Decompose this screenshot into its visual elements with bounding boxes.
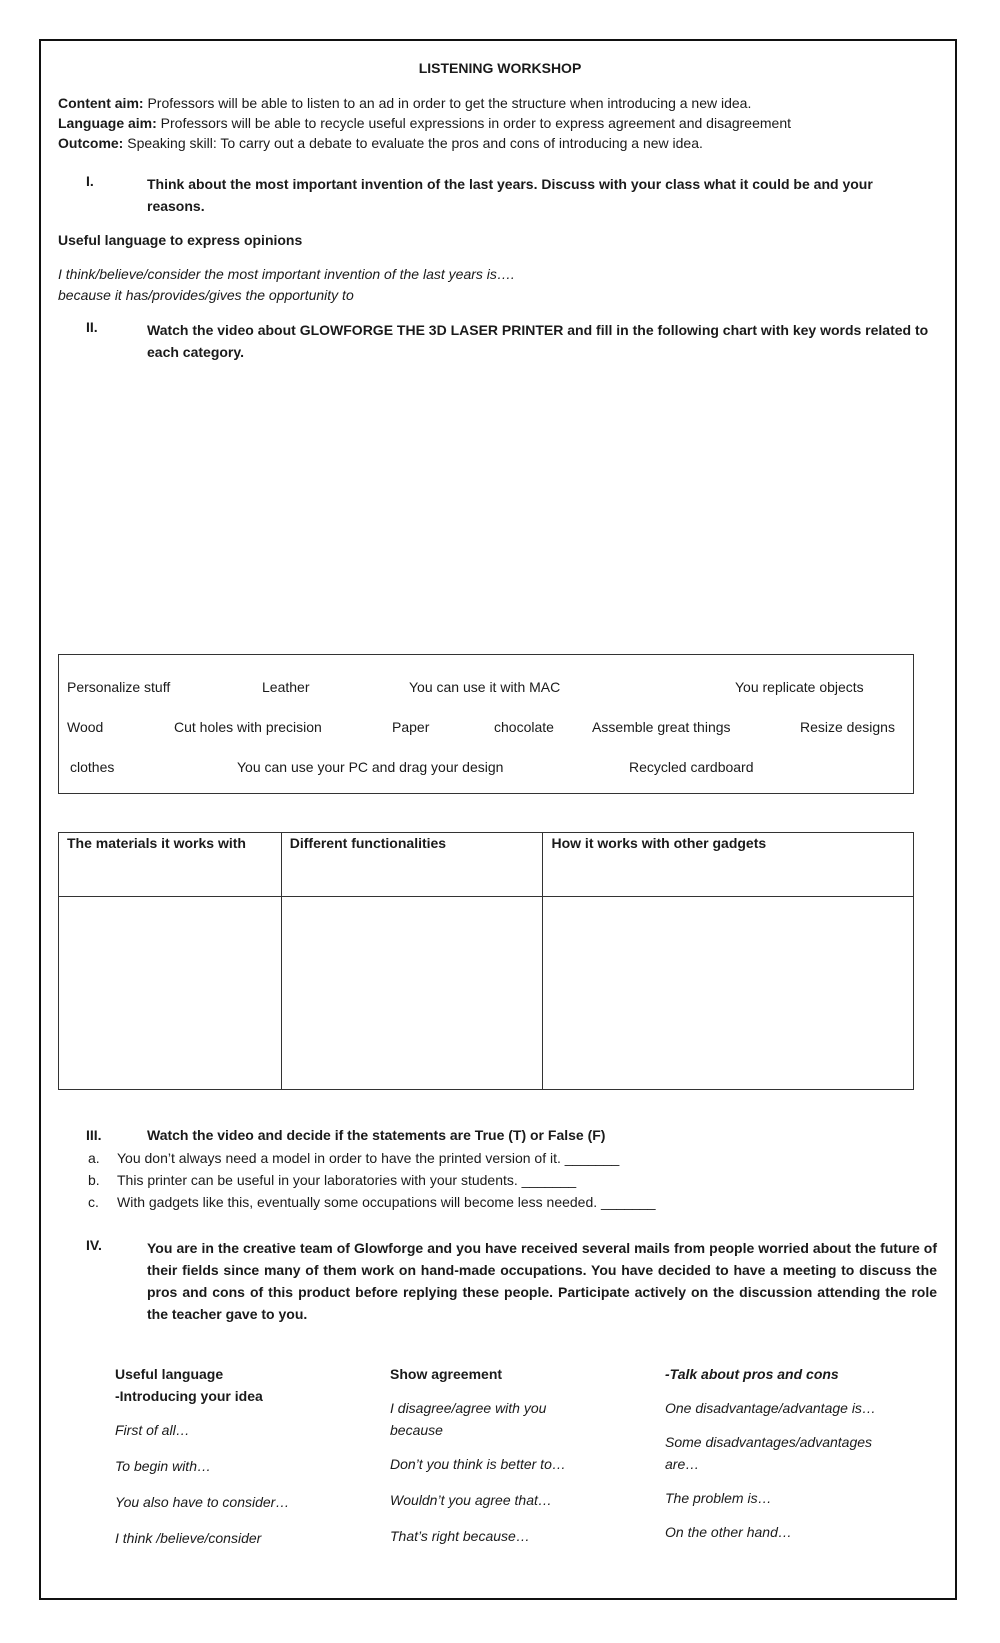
phrase-item: Some disadvantages/advantages are… — [665, 1434, 873, 1472]
phrase-item: One disadvantage/advantage is… — [665, 1400, 876, 1416]
word-bank-item: Assemble great things — [592, 719, 731, 735]
section-1-text: Think about the most important invention of the last years. Discuss with your class what it could be and your reasons. — [147, 176, 873, 214]
statement-b-letter: b. — [88, 1172, 100, 1188]
statement-a-letter: a. — [88, 1150, 100, 1166]
word-bank — [58, 654, 914, 794]
outcome-text: Speaking skill: To carry out a debate to evaluate the pros and cons of introducing a new idea. — [123, 135, 703, 151]
word-bank-item: You can use your PC and drag your design — [237, 759, 504, 775]
word-bank-item: chocolate — [494, 719, 554, 735]
section-2-numeral: II. — [86, 319, 98, 335]
outcome — [58, 133, 791, 153]
word-bank-item: Wood — [67, 719, 104, 735]
content-aim-text: Professors will be able to listen to an ad in order to get the structure when introducing a new idea. — [143, 95, 752, 111]
useful-language-heading: Useful language to express opinions — [58, 232, 303, 248]
worksheet-title: LISTENING WORKSHOP — [418, 60, 582, 76]
phrase-item: Wouldn’t you agree that… — [390, 1492, 552, 1508]
section-4-text: You are in the creative team of Glowforge and you have received several mails from people worried about the future of their fields since many of them work on hand-made occupations. You have decided to have a meeting to discuss the pros and cons of this product before replying these people. Participate actively on the discussion attending the role the teacher gave to you. — [147, 1240, 937, 1322]
word-bank-item: Personalize stuff — [67, 679, 171, 695]
word-bank-item: You can use it with MAC — [409, 679, 561, 695]
word-bank-item: Cut holes with precision — [174, 719, 322, 735]
statement-c: With gadgets like this, eventually some occupations will become less needed. _______ — [117, 1194, 656, 1210]
phrase-item: To begin with… — [115, 1458, 211, 1474]
statement-c-letter: c. — [88, 1194, 99, 1210]
phrases-col3-heading: -Talk about pros and cons — [665, 1366, 839, 1382]
language-aim-label: Language aim: — [58, 115, 157, 131]
chart-cell-functionalities[interactable] — [281, 897, 543, 1090]
word-bank-item: Leather — [262, 679, 310, 695]
statement-b: This printer can be useful in your laboratories with your students. _______ — [117, 1172, 577, 1188]
chart-cell-materials[interactable] — [59, 897, 282, 1090]
section-3-text: Watch the video and decide if the statements are True (T) or False (F) — [147, 1127, 606, 1143]
phrases-col-introducing — [115, 1363, 355, 1549]
word-bank-item: Recycled cardboard — [629, 759, 754, 775]
word-bank-item: clothes — [70, 759, 115, 775]
opinion-line-1: I think/believe/consider the most important invention of the last years is…. — [58, 266, 515, 282]
word-bank-item: You replicate objects — [735, 679, 864, 695]
language-aim — [58, 113, 791, 133]
chart-header-gadgets: How it works with other gadgets — [543, 833, 914, 897]
section-4-numeral: IV. — [86, 1237, 102, 1253]
phrase-item: I disagree/agree with you because — [390, 1400, 547, 1438]
phrases-col-agreement — [390, 1363, 595, 1547]
phrase-item: The problem is… — [665, 1490, 772, 1506]
phrases-col2-heading: Show agreement — [390, 1366, 503, 1382]
phrases-col1-subheading: -Introducing your idea — [115, 1388, 263, 1404]
aims-block — [58, 93, 791, 153]
content-aim-label: Content aim: — [58, 95, 144, 111]
chart-header-row — [59, 833, 914, 897]
chart-header-materials: The materials it works with — [59, 833, 282, 897]
word-bank-item: Paper — [392, 719, 430, 735]
section-2-text: Watch the video about GLOWFORGE THE 3D LASER PRINTER and fill in the following chart with key words related to each category. — [147, 322, 929, 360]
phrases-col-pros-cons — [665, 1363, 890, 1543]
chart-cell-gadgets[interactable] — [543, 897, 914, 1090]
phrase-item: You also have to consider… — [115, 1494, 290, 1510]
phrase-item: Don’t you think is better to… — [390, 1456, 566, 1472]
chart-answer-row — [59, 897, 914, 1090]
outcome-label: Outcome: — [58, 135, 124, 151]
language-aim-text: Professors will be able to recycle useful expressions in order to express agreement and disagreement — [156, 115, 792, 131]
content-aim — [58, 93, 791, 113]
phrase-item: That’s right because… — [390, 1528, 530, 1544]
word-bank-item: Resize designs — [800, 719, 895, 735]
chart-header-functionalities: Different functionalities — [281, 833, 543, 897]
section-1-numeral: I. — [86, 173, 94, 189]
category-chart — [58, 832, 914, 1090]
opinion-line-2: because it has/provides/gives the opportunity to — [58, 287, 354, 303]
phrase-item: First of all… — [115, 1422, 190, 1438]
phrase-item: On the other hand… — [665, 1524, 792, 1540]
phrase-item: I think /believe/consider — [115, 1530, 262, 1546]
statement-a: You don’t always need a model in order to have the printed version of it. _______ — [117, 1150, 620, 1166]
phrases-col1-heading: Useful language — [115, 1366, 224, 1382]
section-3-numeral: III. — [86, 1127, 102, 1143]
